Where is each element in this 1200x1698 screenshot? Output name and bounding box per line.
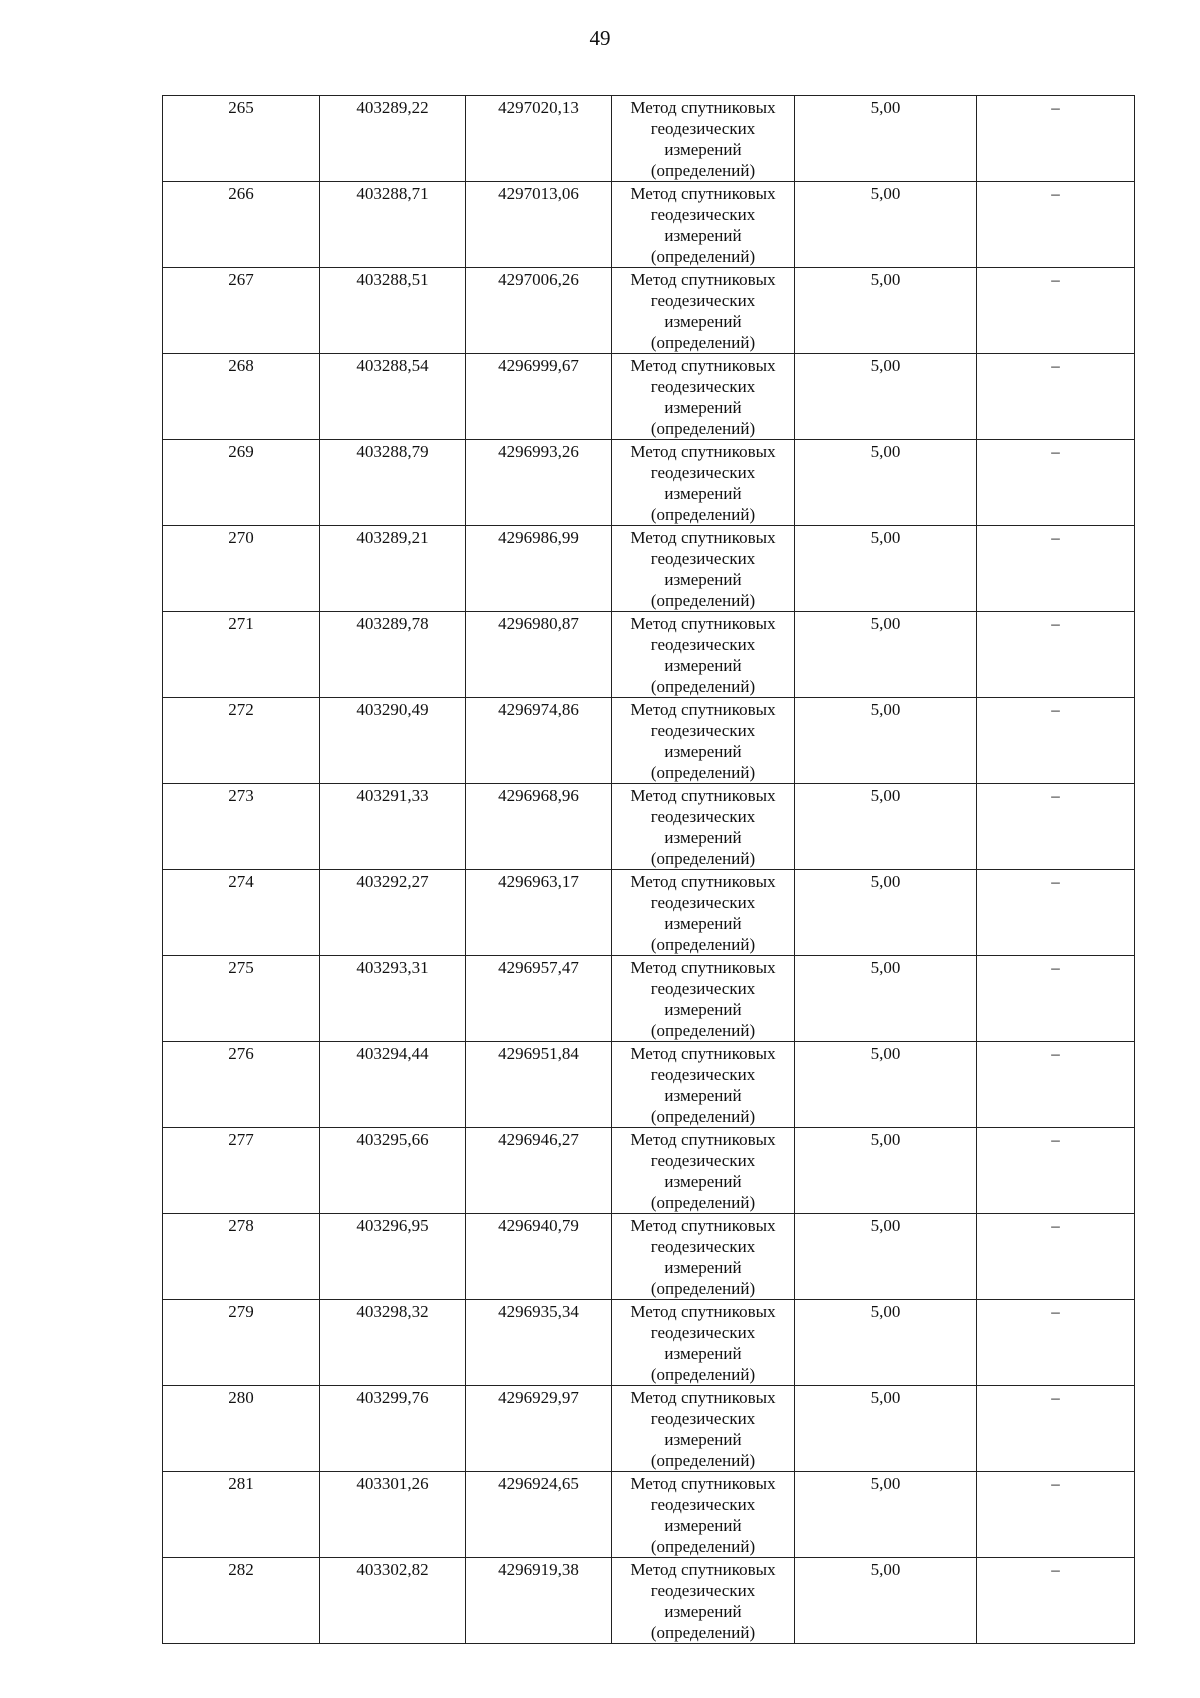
y-coordinate-cell: 4296974,86: [466, 698, 612, 784]
point-number-cell: 266: [163, 182, 320, 268]
x-coordinate-cell: 403293,31: [320, 956, 466, 1042]
point-number-cell: 274: [163, 870, 320, 956]
point-number-cell: 281: [163, 1472, 320, 1558]
note-cell: –: [977, 956, 1135, 1042]
method-cell: Метод спутниковых геодезических измерений (определений): [612, 1558, 795, 1644]
table-row: [163, 1300, 1135, 1386]
table-row: [163, 1214, 1135, 1300]
accuracy-cell: 5,00: [795, 698, 977, 784]
method-cell: Метод спутниковых геодезических измерений (определений): [612, 698, 795, 784]
y-coordinate-cell: 4296951,84: [466, 1042, 612, 1128]
point-number-cell: 277: [163, 1128, 320, 1214]
accuracy-cell: 5,00: [795, 1128, 977, 1214]
table-row: [163, 96, 1135, 182]
accuracy-cell: 5,00: [795, 1042, 977, 1128]
x-coordinate-cell: 403294,44: [320, 1042, 466, 1128]
note-cell: –: [977, 1472, 1135, 1558]
accuracy-cell: 5,00: [795, 612, 977, 698]
method-cell: Метод спутниковых геодезических измерений (определений): [612, 784, 795, 870]
note-cell: –: [977, 870, 1135, 956]
y-coordinate-cell: 4297013,06: [466, 182, 612, 268]
table-row: [163, 268, 1135, 354]
method-cell: Метод спутниковых геодезических измерений (определений): [612, 268, 795, 354]
method-cell: Метод спутниковых геодезических измерений (определений): [612, 1128, 795, 1214]
note-cell: –: [977, 1128, 1135, 1214]
table-row: [163, 526, 1135, 612]
point-number-cell: 273: [163, 784, 320, 870]
x-coordinate-cell: 403301,26: [320, 1472, 466, 1558]
method-cell: Метод спутниковых геодезических измерений (определений): [612, 870, 795, 956]
note-cell: –: [977, 1042, 1135, 1128]
page-number: 49: [589, 26, 611, 50]
coordinates-table: [162, 95, 1135, 1644]
table-row: [163, 870, 1135, 956]
x-coordinate-cell: 403289,78: [320, 612, 466, 698]
table-row: [163, 784, 1135, 870]
y-coordinate-cell: 4296980,87: [466, 612, 612, 698]
x-coordinate-cell: 403289,21: [320, 526, 466, 612]
method-cell: Метод спутниковых геодезических измерений (определений): [612, 1300, 795, 1386]
point-number-cell: 265: [163, 96, 320, 182]
point-number-cell: 276: [163, 1042, 320, 1128]
y-coordinate-cell: 4296946,27: [466, 1128, 612, 1214]
x-coordinate-cell: 403288,54: [320, 354, 466, 440]
note-cell: –: [977, 354, 1135, 440]
table-row: [163, 1386, 1135, 1472]
table-row: [163, 1558, 1135, 1644]
accuracy-cell: 5,00: [795, 526, 977, 612]
accuracy-cell: 5,00: [795, 956, 977, 1042]
point-number-cell: 267: [163, 268, 320, 354]
x-coordinate-cell: 403302,82: [320, 1558, 466, 1644]
accuracy-cell: 5,00: [795, 96, 977, 182]
y-coordinate-cell: 4297006,26: [466, 268, 612, 354]
accuracy-cell: 5,00: [795, 1300, 977, 1386]
note-cell: –: [977, 1386, 1135, 1472]
method-cell: Метод спутниковых геодезических измерений (определений): [612, 182, 795, 268]
table-body: [163, 96, 1135, 1644]
method-cell: Метод спутниковых геодезических измерений (определений): [612, 440, 795, 526]
table-row: [163, 698, 1135, 784]
x-coordinate-cell: 403288,51: [320, 268, 466, 354]
point-number-cell: 275: [163, 956, 320, 1042]
x-coordinate-cell: 403290,49: [320, 698, 466, 784]
table-row: [163, 1042, 1135, 1128]
method-cell: Метод спутниковых геодезических измерений (определений): [612, 1042, 795, 1128]
note-cell: –: [977, 1214, 1135, 1300]
point-number-cell: 272: [163, 698, 320, 784]
point-number-cell: 269: [163, 440, 320, 526]
table-row: [163, 354, 1135, 440]
point-number-cell: 279: [163, 1300, 320, 1386]
y-coordinate-cell: 4296963,17: [466, 870, 612, 956]
note-cell: –: [977, 698, 1135, 784]
table-row: [163, 440, 1135, 526]
method-cell: Метод спутниковых геодезических измерений (определений): [612, 526, 795, 612]
accuracy-cell: 5,00: [795, 870, 977, 956]
table-row: [163, 1128, 1135, 1214]
y-coordinate-cell: 4296919,38: [466, 1558, 612, 1644]
y-coordinate-cell: 4296999,67: [466, 354, 612, 440]
y-coordinate-cell: 4297020,13: [466, 96, 612, 182]
point-number-cell: 268: [163, 354, 320, 440]
x-coordinate-cell: 403296,95: [320, 1214, 466, 1300]
x-coordinate-cell: 403292,27: [320, 870, 466, 956]
x-coordinate-cell: 403288,79: [320, 440, 466, 526]
y-coordinate-cell: 4296935,34: [466, 1300, 612, 1386]
note-cell: –: [977, 526, 1135, 612]
y-coordinate-cell: 4296924,65: [466, 1472, 612, 1558]
x-coordinate-cell: 403298,32: [320, 1300, 466, 1386]
accuracy-cell: 5,00: [795, 182, 977, 268]
y-coordinate-cell: 4296940,79: [466, 1214, 612, 1300]
accuracy-cell: 5,00: [795, 1386, 977, 1472]
x-coordinate-cell: 403295,66: [320, 1128, 466, 1214]
point-number-cell: 282: [163, 1558, 320, 1644]
table-row: [163, 612, 1135, 698]
note-cell: –: [977, 1558, 1135, 1644]
note-cell: –: [977, 440, 1135, 526]
method-cell: Метод спутниковых геодезических измерений (определений): [612, 1214, 795, 1300]
y-coordinate-cell: 4296929,97: [466, 1386, 612, 1472]
method-cell: Метод спутниковых геодезических измерений (определений): [612, 354, 795, 440]
method-cell: Метод спутниковых геодезических измерений (определений): [612, 96, 795, 182]
point-number-cell: 270: [163, 526, 320, 612]
y-coordinate-cell: 4296957,47: [466, 956, 612, 1042]
accuracy-cell: 5,00: [795, 268, 977, 354]
x-coordinate-cell: 403288,71: [320, 182, 466, 268]
point-number-cell: 280: [163, 1386, 320, 1472]
x-coordinate-cell: 403289,22: [320, 96, 466, 182]
accuracy-cell: 5,00: [795, 784, 977, 870]
note-cell: –: [977, 784, 1135, 870]
accuracy-cell: 5,00: [795, 1472, 977, 1558]
table-row: [163, 1472, 1135, 1558]
table-row: [163, 956, 1135, 1042]
table-row: [163, 182, 1135, 268]
x-coordinate-cell: 403299,76: [320, 1386, 466, 1472]
method-cell: Метод спутниковых геодезических измерений (определений): [612, 956, 795, 1042]
note-cell: –: [977, 1300, 1135, 1386]
note-cell: –: [977, 96, 1135, 182]
note-cell: –: [977, 268, 1135, 354]
y-coordinate-cell: 4296968,96: [466, 784, 612, 870]
y-coordinate-cell: 4296993,26: [466, 440, 612, 526]
accuracy-cell: 5,00: [795, 1214, 977, 1300]
point-number-cell: 271: [163, 612, 320, 698]
accuracy-cell: 5,00: [795, 354, 977, 440]
method-cell: Метод спутниковых геодезических измерений (определений): [612, 1472, 795, 1558]
y-coordinate-cell: 4296986,99: [466, 526, 612, 612]
point-number-cell: 278: [163, 1214, 320, 1300]
note-cell: –: [977, 612, 1135, 698]
method-cell: Метод спутниковых геодезических измерений (определений): [612, 1386, 795, 1472]
x-coordinate-cell: 403291,33: [320, 784, 466, 870]
accuracy-cell: 5,00: [795, 440, 977, 526]
accuracy-cell: 5,00: [795, 1558, 977, 1644]
note-cell: –: [977, 182, 1135, 268]
method-cell: Метод спутниковых геодезических измерений (определений): [612, 612, 795, 698]
